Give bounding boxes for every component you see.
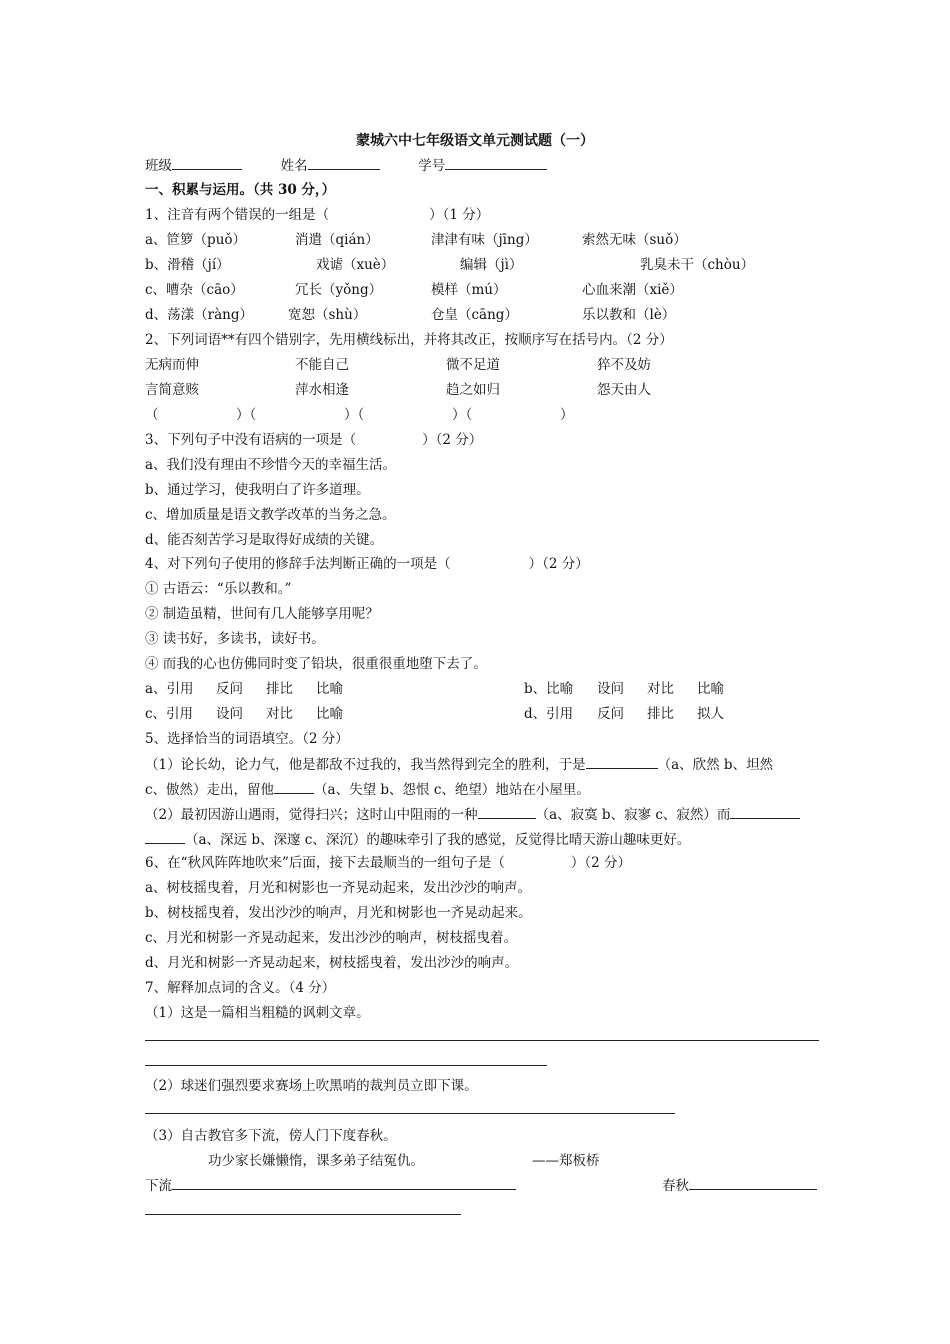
q5-part1-line1 — [145, 755, 773, 774]
q6-option-c: c、月光和树影一齐晃动起来，发出沙沙的响声，树枝摇曳着。 — [145, 930, 518, 946]
q1-a-2: 消遣（qián） — [295, 232, 379, 248]
chunqiu-label: 春秋 — [662, 1178, 689, 1194]
q3-option-a: a、我们没有理由不珍惜今天的幸福生活。 — [145, 457, 397, 473]
q6-option-d: d、月光和树影一齐晃动起来，树枝摇曳着，发出沙沙的响声。 — [145, 955, 519, 971]
student-info-line — [145, 156, 547, 175]
q4-c-2: 设问 — [216, 706, 243, 722]
q4-b-1: b、比喻 — [524, 681, 574, 697]
score-text: ）（1 分） — [429, 207, 490, 223]
blank-1[interactable] — [586, 755, 658, 769]
q1-c-2: 冗长（yǒng） — [295, 282, 383, 298]
id-blank[interactable] — [445, 156, 547, 170]
score-text: ）（2 分） — [422, 432, 483, 448]
q1-b-4: 乳臭未干（chòu） — [640, 257, 755, 273]
answer-line-3[interactable] — [145, 1113, 675, 1114]
chunqiu-blank[interactable] — [689, 1176, 817, 1190]
question-6-stem — [145, 854, 631, 872]
blank-4a[interactable] — [730, 805, 800, 819]
q2-word-3: 微不足道 — [446, 357, 500, 373]
question-3-stem — [145, 431, 482, 449]
question-1-stem — [145, 206, 489, 224]
q4-b-3: 对比 — [647, 681, 674, 697]
q1-d-1: d、荡漾（ràng） — [145, 307, 253, 323]
q1-a-3: 津津有味（jīng） — [431, 232, 538, 248]
text: （1）论长幼，论力气，他是都敌不过我的，我当然得到完全的胜利，于是 — [145, 757, 586, 773]
q4-sentence-2: ② 制造虽精，世间有几人能够享用呢？ — [145, 606, 379, 622]
q2-bracket-open: （ — [145, 407, 159, 423]
text: （a、欣然 b、坦然 — [657, 757, 774, 773]
q4-sentence-1: ① 古语云：“乐以教和。” — [145, 581, 292, 597]
q4-sentence-3: ③ 读书好，多读书，读好书。 — [145, 631, 325, 647]
q1-d-3: 仓皇（cāng） — [431, 307, 518, 323]
q7-chunqiu-line — [662, 1176, 817, 1195]
q4-a-4: 比喻 — [316, 681, 343, 697]
text: c、傲然）走出，留他 — [145, 782, 275, 798]
question-5-stem: 5、选择恰当的词语填空。（2 分） — [145, 731, 349, 747]
stem-text: 1、注音有两个错误的一组是（ — [145, 207, 330, 223]
q4-d-4: 拟人 — [697, 706, 724, 722]
id-label: 学号 — [418, 158, 446, 174]
q1-d-4: 乐以教和（lè） — [582, 307, 676, 323]
question-2-stem: 2、下列词语**有四个错别字，先用横线标出，并将其改正，按顺序写在括号内。（2 分） — [145, 332, 673, 348]
score-text: ）（2 分） — [570, 855, 632, 871]
q3-option-b: b、通过学习，使我明白了许多道理。 — [145, 482, 370, 498]
section-heading: 一、积累与运用。（共 30 分，） — [145, 182, 336, 198]
q4-a-1: a、引用 — [145, 681, 194, 697]
q4-d-2: 反问 — [597, 706, 624, 722]
q4-d-3: 排比 — [647, 706, 674, 722]
q5-part2-line1 — [145, 805, 800, 824]
blank-3[interactable] — [478, 805, 536, 819]
answer-line-1[interactable] — [145, 1040, 819, 1041]
blank-4b[interactable] — [145, 830, 185, 844]
question-7-stem: 7、解释加点词的含义。（4 分） — [145, 980, 336, 996]
q7-poem-author: ——郑板桥 — [532, 1153, 600, 1169]
q4-c-1: c、引用 — [145, 706, 194, 722]
class-label: 班级 — [145, 158, 172, 174]
blank-2[interactable] — [274, 780, 314, 794]
q2-bracket-1[interactable]: ）（ — [236, 407, 257, 423]
q1-b-1: b、滑稽（jí） — [145, 257, 230, 273]
q1-c-3: 模样（mú） — [431, 282, 507, 298]
q4-sentence-4: ④ 而我的心也仿佛同时变了铅块，很重很重地堕下去了。 — [145, 656, 487, 672]
q6-option-a: a、树枝摇曳着，月光和树影也一齐晃动起来，发出沙沙的响声。 — [145, 880, 532, 896]
name-label: 姓名 — [280, 158, 308, 174]
q7-sentence-3: （3）自古教官多下流，傍人门下度春秋。 — [145, 1128, 397, 1144]
q4-b-2: 设问 — [597, 681, 624, 697]
stem-text: 3、下列句子中没有语病的一项是（ — [145, 432, 357, 448]
text: （a、失望 b、怨恨 c、绝望）地站在小屋里。 — [314, 782, 590, 798]
xialiu-label: 下流 — [145, 1178, 172, 1194]
q7-poem-line: 功少家长嫌懒惰，课多弟子结冤仇。 — [208, 1153, 424, 1169]
q2-word-1: 无病而伸 — [145, 357, 199, 373]
q4-d-1: d、引用 — [524, 706, 574, 722]
q3-option-c: c、增加质量是语文教学改革的当务之急。 — [145, 507, 396, 523]
q2-word-6: 萍水相逢 — [295, 382, 349, 398]
name-blank[interactable] — [308, 156, 380, 170]
stem-text: 4、对下列句子使用的修辞手法判断正确的一项是（ — [145, 556, 451, 572]
q7-sentence-2: （2）球迷们强烈要求赛场上吹黑哨的裁判员立即下课。 — [145, 1078, 478, 1094]
q2-bracket-close[interactable]: ） — [560, 407, 574, 423]
q1-c-1: c、嘈杂（cāo） — [145, 282, 244, 298]
score-text: ）（2 分） — [528, 556, 589, 572]
q4-a-2: 反问 — [216, 681, 243, 697]
q7-xialiu-line — [145, 1176, 516, 1195]
q2-word-8: 怨天由人 — [597, 382, 651, 398]
q2-word-5: 言简意赅 — [145, 382, 199, 398]
question-4-stem — [145, 555, 589, 573]
q6-option-b: b、树枝摇曳着，发出沙沙的响声，月光和树影也一齐晃动起来。 — [145, 905, 532, 921]
xialiu-blank[interactable] — [172, 1176, 516, 1190]
page-title: 蒙城六中七年级语文单元测试题（一） — [356, 133, 594, 149]
text: （2）最初因游山遇雨，觉得扫兴；这时山中阻雨的一种 — [145, 807, 478, 823]
answer-line-4[interactable] — [145, 1214, 461, 1215]
q1-d-2: 宽恕（shù） — [288, 307, 367, 323]
q2-bracket-2[interactable]: ）（ — [344, 407, 365, 423]
q2-word-2: 不能自己 — [295, 357, 349, 373]
q5-part2-line2 — [145, 830, 690, 849]
q1-a-1: a、笸箩（puǒ） — [145, 232, 247, 248]
text: （a、深远 b、深邃 c、深沉）的趣味牵引了我的感觉，反觉得比晴天游山趣味更好。 — [185, 832, 691, 848]
q3-option-d: d、能否刻苦学习是取得好成绩的关键。 — [145, 532, 384, 548]
q4-a-3: 排比 — [266, 681, 293, 697]
stem-text: 6、在“秋风阵阵地吹来”后面，接下去最顺当的一组句子是（ — [145, 855, 505, 871]
q1-c-4: 心血来潮（xiě） — [582, 282, 683, 298]
q4-c-4: 比喻 — [316, 706, 343, 722]
q1-b-3: 编辑（jì） — [460, 257, 523, 273]
answer-line-2[interactable] — [145, 1065, 547, 1066]
q4-c-3: 对比 — [266, 706, 293, 722]
q7-sentence-1: （1）这是一篇相当粗糙的讽刺文章。 — [145, 1005, 370, 1021]
q1-b-2: 戏谑（xuè） — [316, 257, 395, 273]
q2-word-7: 趋之如归 — [446, 382, 500, 398]
class-blank[interactable] — [172, 156, 242, 170]
q4-b-4: 比喻 — [697, 681, 724, 697]
q2-word-4: 猝不及妨 — [597, 357, 651, 373]
q5-part1-line2 — [145, 780, 590, 799]
q2-bracket-3[interactable]: ）（ — [452, 407, 473, 423]
q1-a-4: 索然无味（suǒ） — [582, 232, 687, 248]
text: （a、寂寞 b、寂寥 c、寂然）而 — [535, 807, 731, 823]
